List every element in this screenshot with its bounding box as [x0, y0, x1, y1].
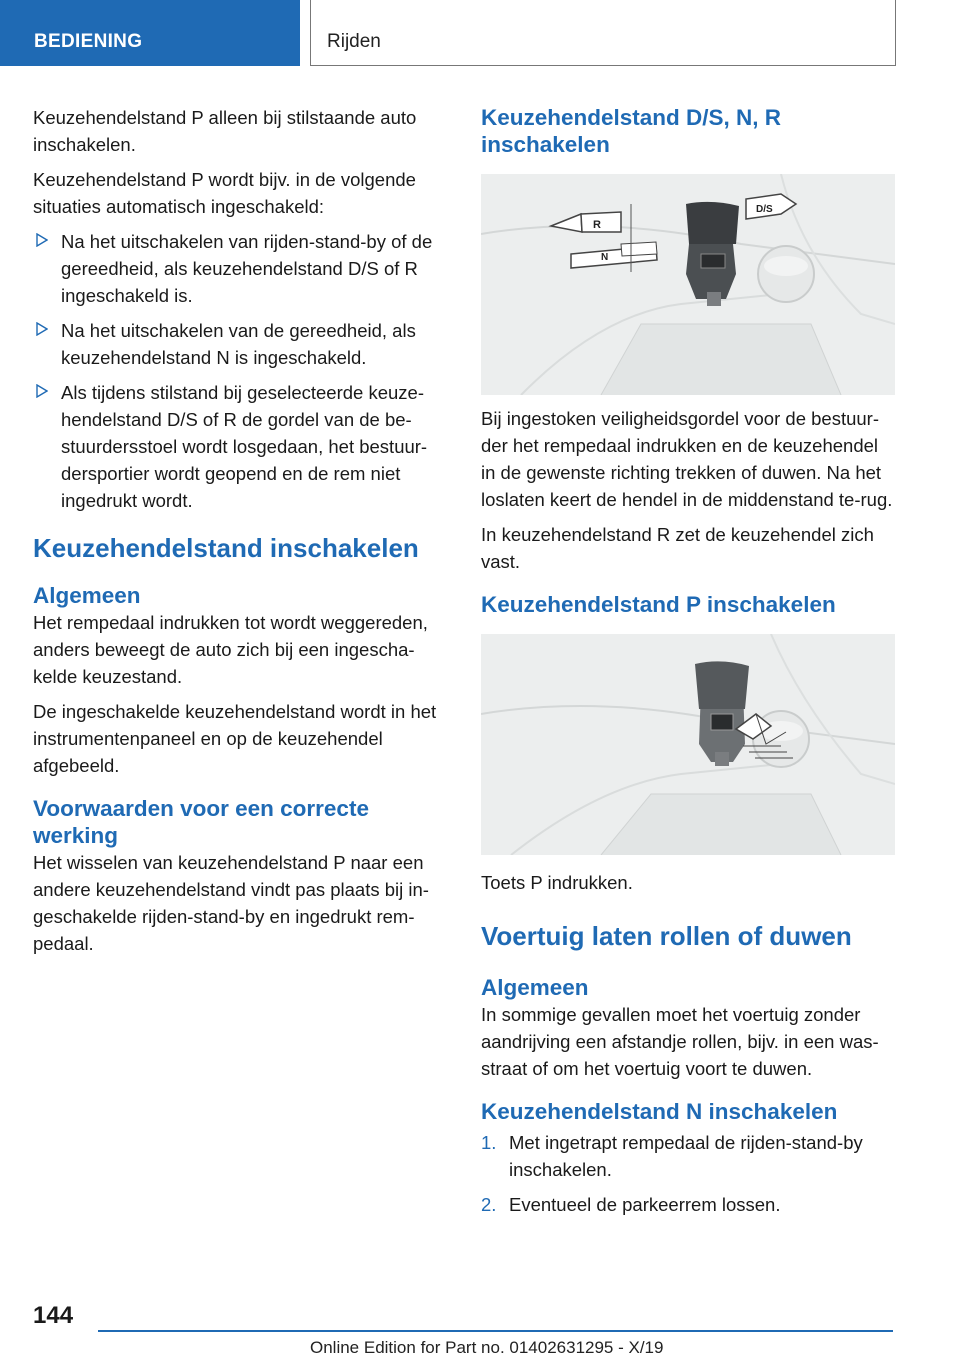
park-button-illustration — [481, 634, 895, 855]
fig-label-r: R — [593, 219, 601, 231]
triangle-bullet-icon — [36, 384, 48, 398]
paragraph: Bij ingestoken veiligheidsgordel voor de bestuur-der het rempedaal indrukken en de keuzehendel in de gewenste richting trekken of duwen. Na het loslaten keert de hendel in de middenstand te-rug. — [481, 408, 893, 510]
heading-keuzehendelstand-inschakelen: Keuzehendelstand inschakelen — [33, 533, 419, 563]
heading-dsnr-inschakelen: Keuzehendelstand D/S, N, R inschakelen — [481, 105, 782, 157]
list-item — [33, 317, 448, 371]
heading-algemeen: Algemeen — [33, 583, 141, 608]
paragraph: De ingeschakelde keuzehendelstand wordt in het instrumentenpaneel en op de keuzehendel afgebeeld. — [33, 701, 437, 776]
triangle-bullet-icon — [36, 233, 48, 247]
bullet-list — [33, 228, 448, 514]
paragraph: Het rempedaal indrukken tot wordt weggereden, anders beweegt de auto zich bij een ingescha-kelde keuzestand. — [33, 612, 428, 687]
list-item — [33, 379, 448, 514]
list-item — [481, 1129, 897, 1183]
paragraph: Het wisselen van keuzehendelstand P naar een andere keuzehendelstand vindt pas plaats bij in-geschakelde rijden-stand-by en ingedrukt rem-pedaal. — [33, 852, 429, 954]
list-item — [33, 228, 448, 309]
gear-selector-figure-p — [481, 634, 895, 855]
heading-voorwaarden: Voorwaarden voor een correcte werking — [33, 796, 369, 848]
paragraph: In sommige gevallen moet het voertuig zonder aandrijving een afstandje rollen, bijv. in een was-straat of om het voertuig voort te duwen. — [481, 1004, 879, 1079]
edition-text: Online Edition for Part no. 01402631295 - X/19 — [310, 1338, 664, 1357]
numbered-list — [481, 1129, 897, 1218]
left-column — [33, 104, 448, 965]
triangle-bullet-icon — [36, 322, 48, 336]
list-item-text: Na het uitschakelen van rijden-stand-by of de gereedheid, als keuzehendelstand D/S of R ingeschakeld is. — [61, 231, 433, 306]
step-text: Met ingetrapt rempedaal de rijden-stand-by inschakelen. — [509, 1132, 863, 1180]
list-item-text: Als tijdens stilstand bij geselecteerde keuze-hendelstand D/S of R de gordel van de be-stuurdersstoel wordt losgedaan, het bestuur-dersportier wordt geopend en de rem niet ingedrukt wordt. — [61, 382, 428, 511]
paragraph: Keuzehendelstand P alleen bij stilstaande auto inschakelen. — [33, 107, 417, 155]
gear-selector-figure-dsnr — [481, 174, 895, 395]
paragraph: In keuzehendelstand R zet de keuzehendel zich vast. — [481, 524, 874, 572]
step-text: Eventueel de parkeerrem lossen. — [509, 1194, 781, 1215]
gear-selector-illustration — [481, 174, 895, 395]
section-tab: BEDIENING — [0, 0, 300, 66]
right-column — [481, 104, 897, 1226]
heading-p-inschakelen: Keuzehendelstand P inschakelen — [481, 592, 836, 617]
page-header — [0, 0, 960, 66]
footer-divider — [98, 1330, 893, 1332]
chapter-tab: Rijden — [310, 0, 896, 66]
step-number: 1. — [481, 1132, 497, 1153]
list-item — [481, 1191, 897, 1218]
fig-label-ds: D/S — [756, 204, 773, 215]
fig-label-n: N — [601, 252, 609, 263]
heading-n-inschakelen: Keuzehendelstand N inschakelen — [481, 1099, 838, 1124]
list-item-text: Na het uitschakelen van de gereedheid, als keuzehendelstand N is ingeschakeld. — [61, 320, 416, 368]
paragraph: Keuzehendelstand P wordt bijv. in de volgende situaties automatisch ingeschakeld: — [33, 169, 416, 217]
heading-voertuig-laten-rollen: Voertuig laten rollen of duwen — [481, 921, 852, 951]
heading-algemeen-2: Algemeen — [481, 975, 589, 1000]
page-number: 144 — [33, 1302, 74, 1329]
step-number: 2. — [481, 1194, 497, 1215]
paragraph: Toets P indrukken. — [481, 872, 633, 893]
